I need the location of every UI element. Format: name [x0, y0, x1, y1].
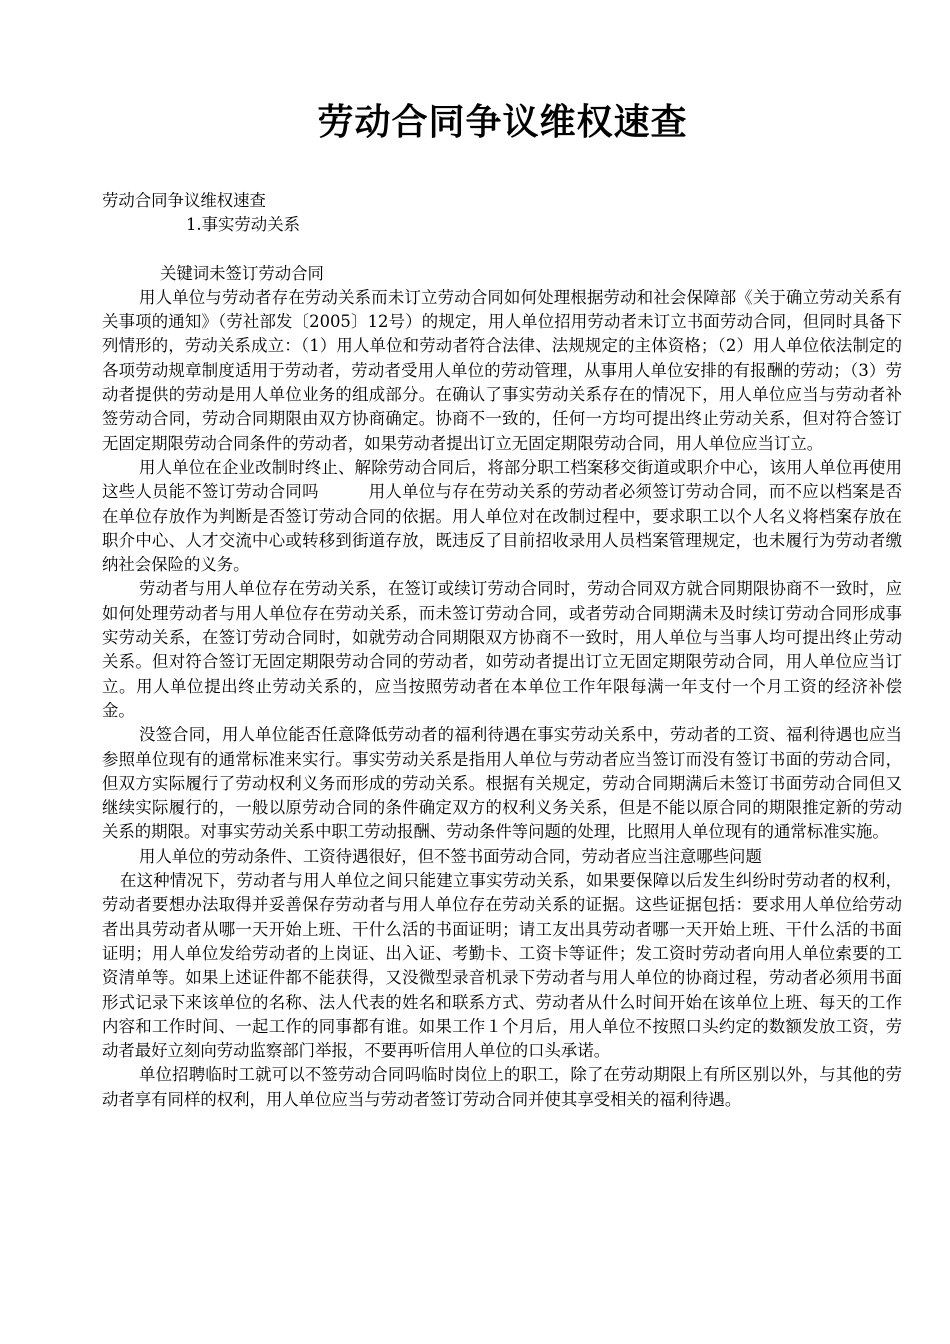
document-title: 劳动合同争议维权速查: [317, 101, 688, 143]
paragraph: 劳动者与用人单位存在劳动关系，在签订或续订劳动合同时，劳动合同双方就合同期限协商不一致时，应如何处理劳动者与用人单位存在劳动关系，而未签订劳动合同，或者劳动合同期满未及时续订劳动合同形成事实劳动关系，在签订劳动合同时，如就劳动合同期限双方协商不一致时，用人单位与当事人均可提出终止劳动关系。但对符合签订无固定期限劳动合同的劳动者，如劳动者提出订立无固定期限劳动合同，用人单位应当订立。用人单位提出终止劳动关系的，应当按照劳动者在本单位工作年限每满一年支付一个月工资的经济补偿金。: [102, 579, 902, 720]
paragraph: 用人单位与劳动者存在劳动关系而未订立劳动合同如何处理根据劳动和社会保障部《关于确立劳动关系有关事项的通知》（劳社部发〔2005〕12号）的规定，用人单位招用劳动者未订立书面劳动合同，但同时具备下列情形的，劳动关系成立：（1）用人单位和劳动者符合法律、法规规定的主体资格；（2）用人单位依法制定的各项劳动规章制度适用于劳动者，劳动者受用人单位的劳动管理，从事用人单位安排的有报酬的劳动；（3）劳动者提供的劳动是用人单位业务的组成部分。在确认了事实劳动关系存在的情况下，用人单位应当与劳动者补签劳动合同，劳动合同期限由双方协商确定。协商不一致的，任何一方均可提出终止劳动关系，但对符合签订无固定期限劳动合同条件的劳动者，如果劳动者提出订立无固定期限劳动合同，用人单位应当订立。: [102, 287, 902, 453]
paragraph: 用人单位在企业改制时终止、解除劳动合同后，将部分职工档案移交街道或职介中心，该用人单位再使用这些人员能不签订劳动合同吗 用人单位与存在劳动关系的劳动者必须签订劳动合同，而不应以档案是否在单位存放作为判断是否签订劳动合同的依据。用人单位对在改制过程中，要求职工以个人名义将档案存放在职介中心、人才交流中心或转移到街道存放，既违反了目前招收录用人员档案管理规定，也未履行为劳动者缴纳社会保险的义务。: [102, 457, 902, 575]
document-subtitle: 劳动合同争议维权速查: [102, 191, 266, 210]
section-heading: 1.事实劳动关系: [186, 215, 300, 235]
paragraph-question: 用人单位的劳动条件、工资待遇很好，但不签书面劳动合同，劳动者应当注意哪些问题: [139, 846, 762, 866]
paragraph: 在这种情况下，劳动者与用人单位之间只能建立事实劳动关系，如果要保障以后发生纠纷时劳动者的权利，劳动者要想办法取得并妥善保存劳动者与用人单位存在劳动关系的证据。这些证据包括：要求用人单位给劳动者出具劳动者从哪一天开始上班、干什么活的书面证明；请工友出具劳动者哪一天开始上班、干什么活的书面证明；用人单位发给劳动者的上岗证、出入证、考勤卡、工资卡等证件；发工资时劳动者向用人单位索要的工资清单等。如果上述证件都不能获得，又没微型录音机录下劳动者与用人单位的协商过程，劳动者必须用书面形式记录下来该单位的名称、法人代表的姓名和联系方式、劳动者从什么时间开始在该单位上班、每天的工作内容和工作时间、一起工作的同事都有谁。如果工作１个月后，用人单位不按照口头约定的数额发放工资，劳动者最好立刻向劳动监察部门举报，不要再听信用人单位的口头承诺。: [102, 871, 902, 1061]
paragraph: 单位招聘临时工就可以不签劳动合同吗临时岗位上的职工，除了在劳动期限上有所区别以外，与其他的劳动者享有同样的权利，用人单位应当与劳动者签订劳动合同并使其享受相关的福利待遇。: [102, 1065, 902, 1109]
paragraph: 没签合同，用人单位能否任意降低劳动者的福利待遇在事实劳动关系中，劳动者的工资、福利待遇也应当参照单位现有的通常标准来实行。事实劳动关系是指用人单位与劳动者应当签订而没有签订书面的劳动合同，但双方实际履行了劳动权利义务而形成的劳动关系。根据有关规定，劳动合同期满后未签订书面劳动合同但又继续实际履行的，一般以原劳动合同的条件确定双方的权利义务关系，但是不能以原合同的期限推定新的劳动关系的期限。对事实劳动关系中职工劳动报酬、劳动条件等问题的处理，比照用人单位现有的通常标准实施。: [102, 725, 902, 842]
document-body: [102, 189, 902, 1112]
keyword-line: 关键词未签订劳动合同: [160, 263, 324, 283]
